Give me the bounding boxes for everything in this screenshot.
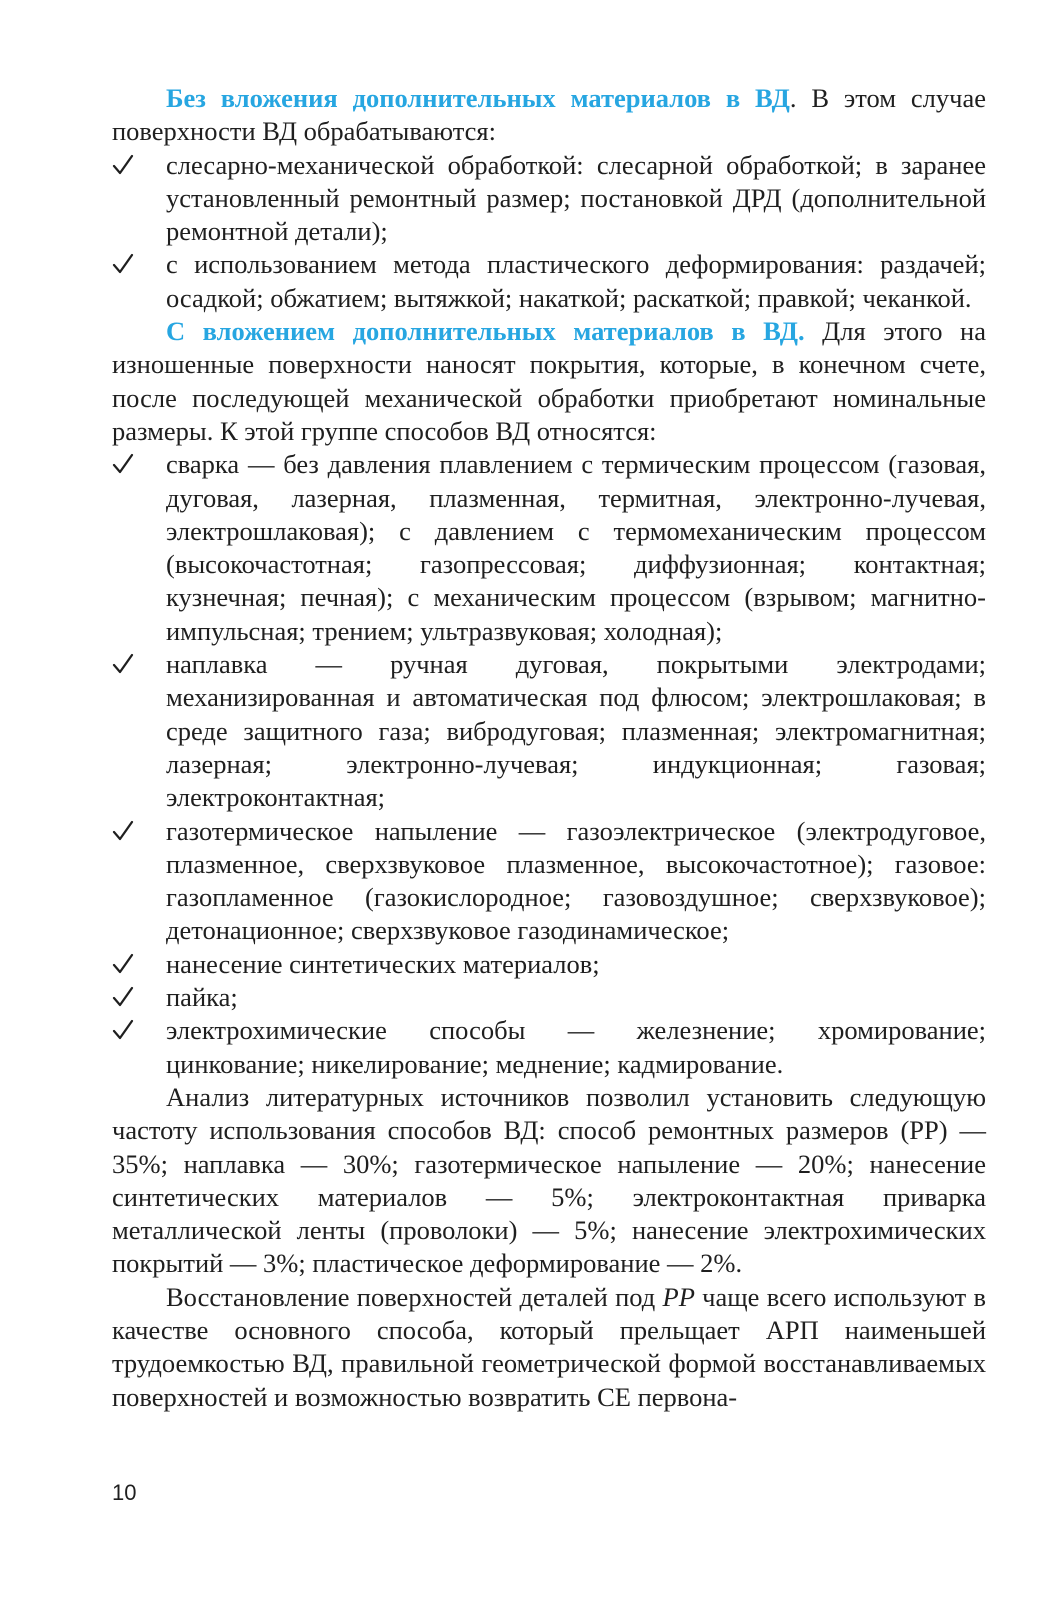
list-with-materials: [112, 448, 986, 1081]
checkmark-icon: [112, 948, 136, 981]
paragraph-analysis: Анализ литературных источников позволил установить следующую частоту использования способов ВД: способ ремонтных размеров (РР) — 35%; наплавка — 30%; газотермическое напыление — 20%; нанесение синтетических материалов — 5%; электроконтактная приварка металлической ленты (проволоки) — 5%; нанесение электрохимических покрытий — 3%; пластическое деформирование — 2%.: [112, 1081, 986, 1279]
paragraph-without-materials: [112, 82, 986, 149]
list-item: [112, 981, 986, 1014]
list-item: [112, 1014, 986, 1081]
heading-with-materials: С вложением дополнительных материалов в ВД.: [166, 316, 805, 347]
list-item: [112, 948, 986, 981]
paragraph-text: . В этом случае поверхности ВД обрабатываются:: [112, 83, 986, 147]
checkmark-icon: [112, 448, 136, 481]
italic-abbreviation: РР: [662, 1281, 695, 1312]
checkmark-icon: [112, 149, 136, 182]
paragraph-with-materials: [112, 315, 986, 448]
paragraph-text: чаще всего используют в качестве основного способа, который прельщает АРП наименьшей трудоемкостью ВД, правильной геометрической формой восстанавливаемых поверхностей и возможностью возвратить СЕ первона-: [112, 1281, 986, 1412]
list-item-text: слесарно-механической обработкой: слесарной обработкой; в заранее установленный ремонтный размер; постановкой ДРД (дополнительной ремонтной детали);: [166, 149, 986, 247]
list-item: [112, 648, 986, 814]
list-item: [112, 815, 986, 948]
list-item-text: с использованием метода пластического деформирования: раздачей; осадкой; обжатием; вытяжкой; накаткой; раскаткой; правкой; чеканкой.: [166, 249, 986, 313]
list-item-text: пайка;: [166, 982, 238, 1013]
paragraph-text: Для этого на изношенные поверхности наносят покрытия, которые, в конечном счете, после последующей механической обработки приобретают номинальные размеры. К этой группе способов ВД относятся:: [112, 316, 987, 446]
list-item-text: электрохимические способы — железнение; хромирование; цинкование; никелирование; меднение; кадмирование.: [166, 1015, 986, 1079]
page-body: [112, 82, 986, 1414]
list-item: [112, 448, 986, 648]
list-without-materials: [112, 149, 986, 315]
paragraph-text: Восстановление поверхностей деталей под: [166, 1281, 663, 1312]
checkmark-icon: [112, 981, 136, 1014]
heading-without-materials: Без вложения дополнительных материалов в ВД: [166, 83, 790, 113]
list-item: [112, 149, 986, 249]
list-item-text: сварка — без давления плавлением с термическим процессом (газовая, дуговая, лазерная, плазменная, термитная, электронно-лучевая, электрошлаковая); с давлением с термомеханическим процессом (высокочастотная; газопрессовая; диффузионная; контактная; кузнечная; печная); с механическим процессом (взрывом; магнитно-импульсная; трением; ультразвуковая; холодная);: [166, 449, 986, 646]
checkmark-icon: [112, 815, 136, 848]
paragraph-restoration: [112, 1281, 986, 1414]
list-item-text: наплавка — ручная дуговая, покрытыми электродами; механизированная и автоматическая под флюсом; электрошлаковая; в среде защитного газа; вибродуговая; плазменная; электромагнитная; лазерная; электронно-лучевая; индукционная; газовая; электроконтактная;: [166, 649, 986, 813]
page-number: 10: [112, 1480, 137, 1505]
checkmark-icon: [112, 1014, 136, 1047]
list-item: [112, 248, 986, 315]
list-item-text: газотермическое напыление — газоэлектрическое (электродуговое, плазменное, сверхзвуковое плазменное, высокочастотное); газовое: газопламенное (газокислородное; газовоздушное; сверхзвуковое); детонационное; сверхзвуковое газодинамическое;: [166, 815, 986, 946]
list-item-text: нанесение синтетических материалов;: [166, 948, 600, 979]
checkmark-icon: [112, 248, 136, 281]
checkmark-icon: [112, 648, 136, 681]
